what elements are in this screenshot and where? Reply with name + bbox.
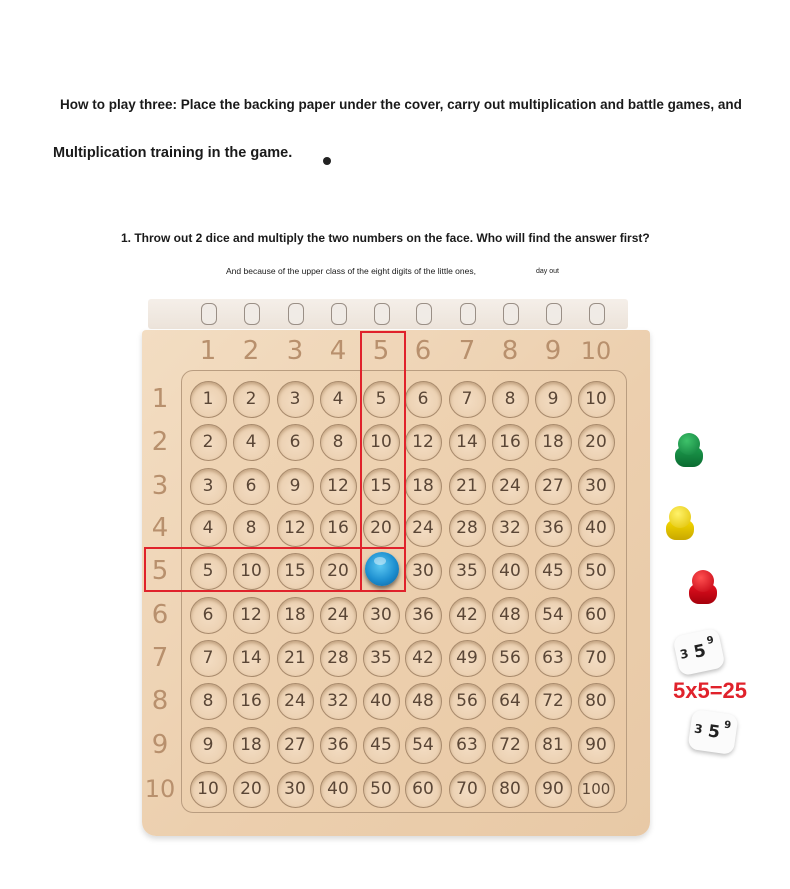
blue-pawn[interactable]	[365, 552, 399, 586]
board-cell[interactable]: 3	[190, 468, 227, 505]
board-cell[interactable]: 100	[578, 771, 615, 808]
cover-peg	[589, 303, 605, 325]
board-cell[interactable]: 4	[190, 510, 227, 547]
board-cell[interactable]: 3	[277, 381, 314, 418]
board-cell[interactable]: 12	[405, 424, 442, 461]
board-cell[interactable]: 20	[233, 771, 270, 808]
board-cell[interactable]: 54	[535, 597, 572, 634]
board-cell[interactable]: 24	[320, 597, 357, 634]
cover-peg	[503, 303, 519, 325]
board-cell[interactable]: 10	[363, 424, 400, 461]
board-cell[interactable]: 70	[578, 640, 615, 677]
board-cell[interactable]: 18	[277, 597, 314, 634]
board-cell[interactable]: 6	[277, 424, 314, 461]
board-cell[interactable]: 28	[320, 640, 357, 677]
column-header: 5	[372, 336, 390, 366]
die-1[interactable]	[672, 628, 725, 677]
board-cell[interactable]: 16	[320, 510, 357, 547]
board-cell[interactable]: 12	[233, 597, 270, 634]
column-header: 3	[286, 336, 304, 366]
board-cell[interactable]: 15	[363, 468, 400, 505]
board-cell[interactable]: 21	[277, 640, 314, 677]
board-cell[interactable]: 18	[535, 424, 572, 461]
board-cell[interactable]: 56	[492, 640, 529, 677]
board-cell[interactable]: 45	[363, 727, 400, 764]
equation-label: 5x5=25	[673, 678, 748, 703]
board-cell[interactable]: 63	[449, 727, 486, 764]
board-cell[interactable]: 30	[578, 468, 615, 505]
board-cell[interactable]: 18	[405, 468, 442, 505]
row-header: 3	[151, 471, 169, 501]
board-cell[interactable]: 18	[233, 727, 270, 764]
board-cell[interactable]: 70	[449, 771, 486, 808]
board-cell[interactable]: 48	[405, 683, 442, 720]
die-face: 5	[706, 721, 722, 743]
die-face: 3	[693, 721, 704, 737]
board-cell[interactable]: 42	[405, 640, 442, 677]
die-2[interactable]	[687, 709, 738, 755]
board-cell[interactable]: 90	[578, 727, 615, 764]
board-cell[interactable]: 27	[535, 468, 572, 505]
board-cell[interactable]: 16	[233, 683, 270, 720]
rule-step-1: 1. Throw out 2 dice and multiply the two numbers on the face. Who will find the answer first?	[121, 231, 650, 245]
board-cell[interactable]: 9	[277, 468, 314, 505]
board-cell[interactable]: 15	[277, 553, 314, 590]
board-cell[interactable]: 54	[405, 727, 442, 764]
row-header: 5	[151, 556, 169, 586]
board-cell[interactable]: 10	[233, 553, 270, 590]
row-header: 7	[151, 643, 169, 673]
board-cell[interactable]: 20	[363, 510, 400, 547]
board-cell[interactable]: 30	[363, 597, 400, 634]
board-cell[interactable]: 20	[578, 424, 615, 461]
board-cell[interactable]: 40	[578, 510, 615, 547]
board-cell[interactable]: 24	[277, 683, 314, 720]
column-header: 8	[501, 336, 519, 366]
board-cell[interactable]: 42	[449, 597, 486, 634]
row-header: 10	[144, 775, 176, 803]
die-face: 9	[705, 634, 715, 647]
red-pawn[interactable]	[686, 570, 720, 606]
board-cell[interactable]: 81	[535, 727, 572, 764]
board-cell[interactable]: 1	[190, 381, 227, 418]
cover-peg	[201, 303, 217, 325]
board-cell[interactable]: 4	[320, 381, 357, 418]
board-cell[interactable]: 6	[405, 381, 442, 418]
board-cell[interactable]: 6	[190, 597, 227, 634]
board-cell[interactable]: 72	[535, 683, 572, 720]
board-cell[interactable]: 36	[320, 727, 357, 764]
board-cell[interactable]: 8	[320, 424, 357, 461]
board-cell[interactable]: 35	[449, 553, 486, 590]
board-cell[interactable]: 63	[535, 640, 572, 677]
column-header: 2	[242, 336, 260, 366]
board-cell[interactable]: 12	[320, 468, 357, 505]
column-header: 6	[414, 336, 432, 366]
rule-note-tail: day out	[536, 268, 559, 275]
board-cell[interactable]: 10	[578, 381, 615, 418]
board-cell[interactable]: 28	[449, 510, 486, 547]
board-cell[interactable]: 9	[190, 727, 227, 764]
board-cell[interactable]: 56	[449, 683, 486, 720]
board-cell[interactable]: 14	[233, 640, 270, 677]
board-cell[interactable]: 90	[535, 771, 572, 808]
board-cell[interactable]: 30	[277, 771, 314, 808]
instruction-line-1: How to play three: Place the backing paper under the cover, carry out multiplication and battle games, and	[60, 97, 742, 112]
board-cell[interactable]: 14	[449, 424, 486, 461]
row-header: 4	[151, 513, 169, 543]
board-cell[interactable]: 7	[449, 381, 486, 418]
row-header: 6	[151, 600, 169, 630]
board-cell[interactable]: 32	[320, 683, 357, 720]
cover-peg	[416, 303, 432, 325]
board-cell[interactable]: 21	[449, 468, 486, 505]
board-cell[interactable]: 45	[535, 553, 572, 590]
row-header: 8	[151, 686, 169, 716]
board-cell[interactable]: 10	[190, 771, 227, 808]
row-header: 2	[151, 427, 169, 457]
row-header: 1	[151, 384, 169, 414]
board-cell[interactable]: 49	[449, 640, 486, 677]
board-cell[interactable]: 27	[277, 727, 314, 764]
board-cell[interactable]: 50	[578, 553, 615, 590]
board-cell[interactable]: 20	[320, 553, 357, 590]
board-cell[interactable]: 36	[405, 597, 442, 634]
board-cell[interactable]: 5	[190, 553, 227, 590]
board-cell[interactable]: 8	[233, 510, 270, 547]
board-cell[interactable]: 5	[363, 381, 400, 418]
row-header: 9	[151, 730, 169, 760]
cover-peg	[374, 303, 390, 325]
cover-peg	[546, 303, 562, 325]
board-cell[interactable]: 40	[492, 553, 529, 590]
board-cell[interactable]: 2	[233, 381, 270, 418]
column-header: 7	[458, 336, 476, 366]
column-header: 10	[580, 337, 612, 365]
board-cell[interactable]: 32	[492, 510, 529, 547]
board-cell[interactable]: 16	[492, 424, 529, 461]
yellow-pawn[interactable]	[663, 506, 697, 542]
board-cell[interactable]: 35	[363, 640, 400, 677]
cursor-dot	[323, 157, 331, 165]
board-cell[interactable]: 4	[233, 424, 270, 461]
board-cell[interactable]: 64	[492, 683, 529, 720]
board-cell[interactable]: 9	[535, 381, 572, 418]
board-cell[interactable]: 48	[492, 597, 529, 634]
cover-peg	[460, 303, 476, 325]
board-cell[interactable]: 50	[363, 771, 400, 808]
board-cell[interactable]: 80	[578, 683, 615, 720]
cover-peg	[288, 303, 304, 325]
board-cell[interactable]: 36	[535, 510, 572, 547]
cover-peg	[331, 303, 347, 325]
board-cell[interactable]: 6	[233, 468, 270, 505]
board-cell[interactable]: 2	[190, 424, 227, 461]
board-cell[interactable]: 8	[190, 683, 227, 720]
board-cell[interactable]: 60	[405, 771, 442, 808]
board-cell[interactable]: 40	[363, 683, 400, 720]
board-cell[interactable]: 30	[405, 553, 442, 590]
board-cell[interactable]: 60	[578, 597, 615, 634]
cover-peg	[244, 303, 260, 325]
die-face: 3	[678, 646, 690, 662]
die-face: 9	[723, 719, 732, 732]
instruction-line-2: Multiplication training in the game.	[53, 145, 293, 161]
board-cell[interactable]: 8	[492, 381, 529, 418]
board-cell[interactable]: 72	[492, 727, 529, 764]
column-header: 1	[199, 336, 217, 366]
board-cell[interactable]: 12	[277, 510, 314, 547]
column-header: 4	[329, 336, 347, 366]
rule-note: And because of the upper class of the eight digits of the little ones,	[226, 266, 476, 276]
board-cell[interactable]: 24	[405, 510, 442, 547]
cover-peg-strip	[148, 299, 628, 329]
column-header: 9	[544, 336, 562, 366]
board-cell[interactable]: 40	[320, 771, 357, 808]
green-pawn[interactable]	[672, 433, 706, 469]
board-cell[interactable]: 7	[190, 640, 227, 677]
die-face: 5	[692, 640, 708, 663]
board-cell[interactable]: 80	[492, 771, 529, 808]
board-cell[interactable]: 24	[492, 468, 529, 505]
